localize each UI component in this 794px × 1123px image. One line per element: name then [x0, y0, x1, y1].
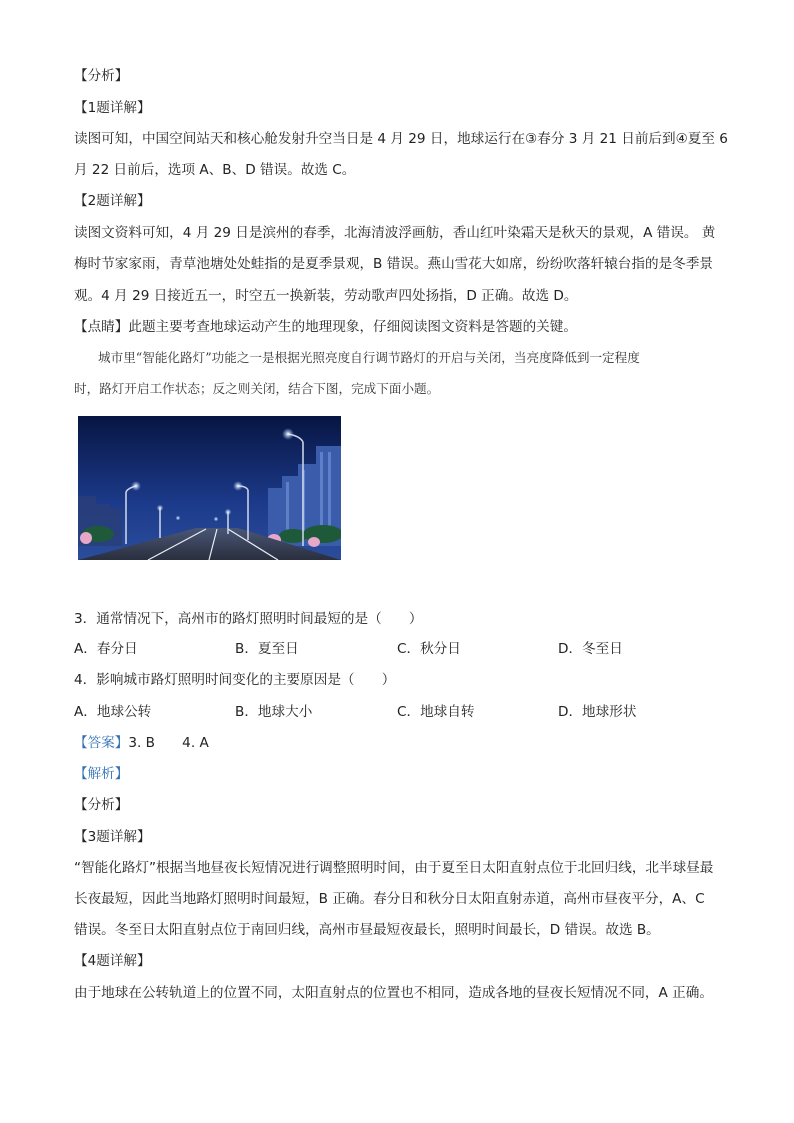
q1-detail-line-2: 月 22 日前后，选项 A、B、D 错误。故选 C。: [74, 162, 356, 178]
q2-detail-heading: 【2题详解】: [74, 193, 151, 209]
question-stem-line-2: 时，路灯开启工作状态；反之则关闭，结合下图，完成下面小题。: [74, 381, 440, 396]
q4-detail-line-1: 由于地球在公转轨道上的位置不同，太阳直射点的位置也不相同，造成各地的昼夜长短情况不同，A 正确。: [74, 985, 713, 1001]
q3-option-d: D．冬至日: [558, 641, 623, 657]
q4-option-c: C．地球自转: [397, 704, 475, 720]
q3-detail-line-2: 长夜最短，因此当地路灯照明时间最短，B 正确。春分日和秋分日太阳直射赤道，高州市昼夜平分，A、C: [74, 891, 705, 907]
q3-detail-heading: 【3题详解】: [74, 829, 151, 845]
explanation-heading: 【解析】: [74, 766, 129, 782]
answer-tag: 【答案】: [74, 735, 129, 751]
analysis-heading: 【分析】: [74, 68, 129, 84]
q4-option-b: B．地球大小: [235, 704, 313, 720]
q3-option-a: A．春分日: [74, 641, 138, 657]
analysis-heading-2: 【分析】: [74, 797, 129, 813]
answer-values: 3. B 4. A: [128, 735, 209, 751]
q4-option-a: A．地球公转: [74, 704, 152, 720]
q4-detail-heading: 【4题详解】: [74, 953, 151, 969]
question-4-stem: 4．影响城市路灯照明时间变化的主要原因是（ ）: [74, 672, 396, 688]
q2-detail-line-2: 梅时节家家雨，青草池塘处处蛙指的是夏季景观，B 错误。燕山雪花大如席，纷纷吹落轩辕台指的是冬季景: [74, 256, 713, 272]
question-stem-line-1: 城市里“智能化路灯”功能之一是根据光照亮度自行调节路灯的开启与关闭，当亮度降低到一定程度: [98, 350, 640, 365]
q2-detail-line-1: 读图文资料可知，4 月 29 日是滨州的春季，北海清波浮画舫，香山红叶染霜天是秋天的景观，A 错误。 黄: [74, 225, 716, 241]
q1-detail-heading: 【1题详解】: [74, 100, 151, 116]
q3-option-c: C．秋分日: [397, 641, 461, 657]
street-light-photo: [78, 416, 341, 560]
key-point-line: 【点睛】此题主要考查地球运动产生的地理现象，仔细阅读图文资料是答题的关键。: [74, 319, 577, 335]
q2-detail-line-3: 观。4 月 29 日接近五一，时空五一换新装，劳动歌声四处扬指，D 正确。故选 D。: [74, 288, 578, 304]
q4-option-d: D．地球形状: [558, 704, 637, 720]
q3-detail-line-1: “智能化路灯”根据当地昼夜长短情况进行调整照明时间，由于夏至日太阳直射点位于北回归线，北半球昼最: [74, 860, 714, 876]
q1-detail-line-1: 读图可知，中国空间站天和核心舱发射升空当日是 4 月 29 日，地球运行在③春分 3 月 21 日前后到④夏至 6: [74, 131, 728, 147]
question-3-stem: 3．通常情况下，高州市的路灯照明时间最短的是（ ）: [74, 611, 423, 627]
q3-option-b: B．夏至日: [235, 641, 299, 657]
q3-detail-line-3: 错误。冬至日太阳直射点位于南回归线，高州市昼最短夜最长，照明时间最长，D 错误。故选 B。: [74, 922, 660, 938]
answer-row: [74, 733, 209, 753]
